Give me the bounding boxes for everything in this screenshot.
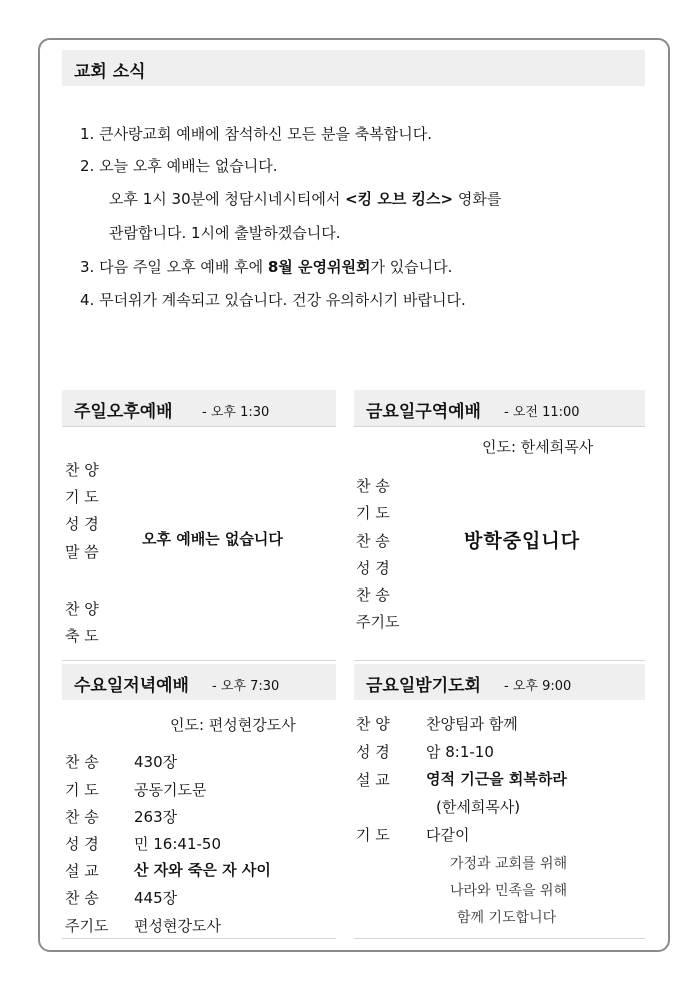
prayer-topic: 가정과 교회를 위해 [450, 856, 568, 872]
wednesday-sermon-title: 산 자와 죽은 자 사이 [134, 861, 271, 879]
friday-prayer-label: 성 경 [356, 743, 390, 761]
sunday-service-header [62, 390, 336, 426]
wednesday-leader: 인도: 편성현강도사 [170, 716, 296, 734]
wednesday-value: 263장 [134, 808, 178, 826]
prayer-topic: 나라와 민족을 위해 [450, 883, 568, 899]
notice-item-4: 4. 무더위가 계속되고 있습니다. 건강 유의하시기 바랍니다. [80, 291, 466, 309]
friday-area-label: 찬 송 [356, 586, 390, 604]
sunday-no-service-message: 오후 예배는 없습니다 [142, 530, 283, 548]
friday-area-leader: 인도: 한세희목사 [482, 438, 594, 456]
sunday-header-rule [62, 426, 336, 427]
friday-area-label: 찬 송 [356, 532, 390, 550]
friday-prayer-top-rule [354, 660, 645, 661]
notice-item-3 [80, 256, 452, 277]
sunday-label: 축 도 [65, 627, 99, 645]
sunday-label: 성 경 [65, 515, 99, 533]
sunday-label: 말 씀 [65, 543, 99, 561]
wednesday-value: 민 16:41-50 [134, 835, 221, 853]
friday-prayer-label: 찬 양 [356, 715, 390, 733]
wednesday-service-time: - 오후 7:30 [212, 679, 280, 694]
friday-prayer-bottom-rule [354, 938, 645, 939]
wednesday-value: 공동기도문 [134, 781, 207, 799]
church-news-title: 교회 소식 [74, 62, 146, 82]
wednesday-label: 찬 송 [65, 753, 99, 771]
sunday-label: 찬 양 [65, 461, 99, 479]
wednesday-label: 찬 송 [65, 889, 99, 907]
notice-item-2-detail-2: 관람합니다. 1시에 출발하겠습니다. [109, 224, 341, 242]
wednesday-value: 430장 [134, 753, 178, 771]
sunday-label: 찬 양 [65, 600, 99, 618]
notice-item-1: 1. 큰사랑교회 예배에 참석하신 모든 분을 축복합니다. [80, 125, 432, 143]
wednesday-bottom-rule [62, 938, 336, 939]
wednesday-label: 설 교 [65, 862, 99, 880]
wednesday-label: 기 도 [65, 781, 99, 799]
friday-prayer-time: - 오후 9:00 [504, 679, 572, 694]
friday-area-label: 기 도 [356, 504, 390, 522]
prayer-topic: 함께 기도합니다 [457, 910, 557, 926]
wednesday-label: 주기도 [65, 917, 109, 935]
wednesday-label: 성 경 [65, 835, 99, 853]
friday-prayer-value: 다같이 [426, 826, 470, 844]
wednesday-value: 445장 [134, 889, 178, 907]
wednesday-top-rule [62, 660, 336, 661]
notice-3-text-a: 3. 다음 주일 오후 예배 후에 [80, 258, 268, 276]
sunday-service-title: 주일오후예배 [74, 402, 173, 422]
movie-title: <킹 오브 킹스> [345, 190, 454, 208]
friday-prayer-preacher: (한세희목사) [436, 798, 521, 816]
wednesday-label: 찬 송 [65, 808, 99, 826]
friday-area-service-title: 금요일구역예배 [366, 402, 481, 422]
church-news-header [62, 50, 645, 86]
friday-prayer-label: 기 도 [356, 826, 390, 844]
friday-area-header-rule [354, 426, 645, 427]
friday-area-service-header [354, 390, 645, 426]
friday-area-service-time: - 오전 11:00 [504, 405, 580, 420]
wednesday-value: 편성현강도사 [134, 917, 221, 935]
notice-item-2: 2. 오늘 오후 예배는 없습니다. [80, 157, 278, 175]
friday-prayer-header [354, 664, 645, 700]
wednesday-service-title: 수요일저녁예배 [74, 676, 189, 696]
wednesday-service-header [62, 664, 336, 700]
friday-area-label: 찬 송 [356, 477, 390, 495]
notice-3-text-b: 가 있습니다. [370, 258, 453, 276]
sunday-label: 기 도 [65, 488, 99, 506]
friday-prayer-sermon-title: 영적 기근을 회복하라 [426, 770, 567, 788]
friday-area-label: 주기도 [356, 613, 400, 631]
committee-meeting: 8월 운영위원회 [267, 258, 371, 276]
friday-area-label: 성 경 [356, 559, 390, 577]
notice-2-text-b: 영화를 [453, 190, 502, 208]
friday-prayer-value: 암 8:1-10 [426, 743, 494, 761]
friday-prayer-value: 찬양팀과 함께 [426, 715, 518, 733]
notice-2-text-a: 오후 1시 30분에 청담시네시티에서 [109, 190, 346, 208]
sunday-service-time: - 오후 1:30 [202, 405, 270, 420]
friday-prayer-title: 금요일밤기도회 [366, 676, 481, 696]
notice-item-2-detail [109, 188, 501, 209]
friday-prayer-label: 설 교 [356, 771, 390, 789]
vacation-message: 방학중입니다 [464, 530, 581, 552]
